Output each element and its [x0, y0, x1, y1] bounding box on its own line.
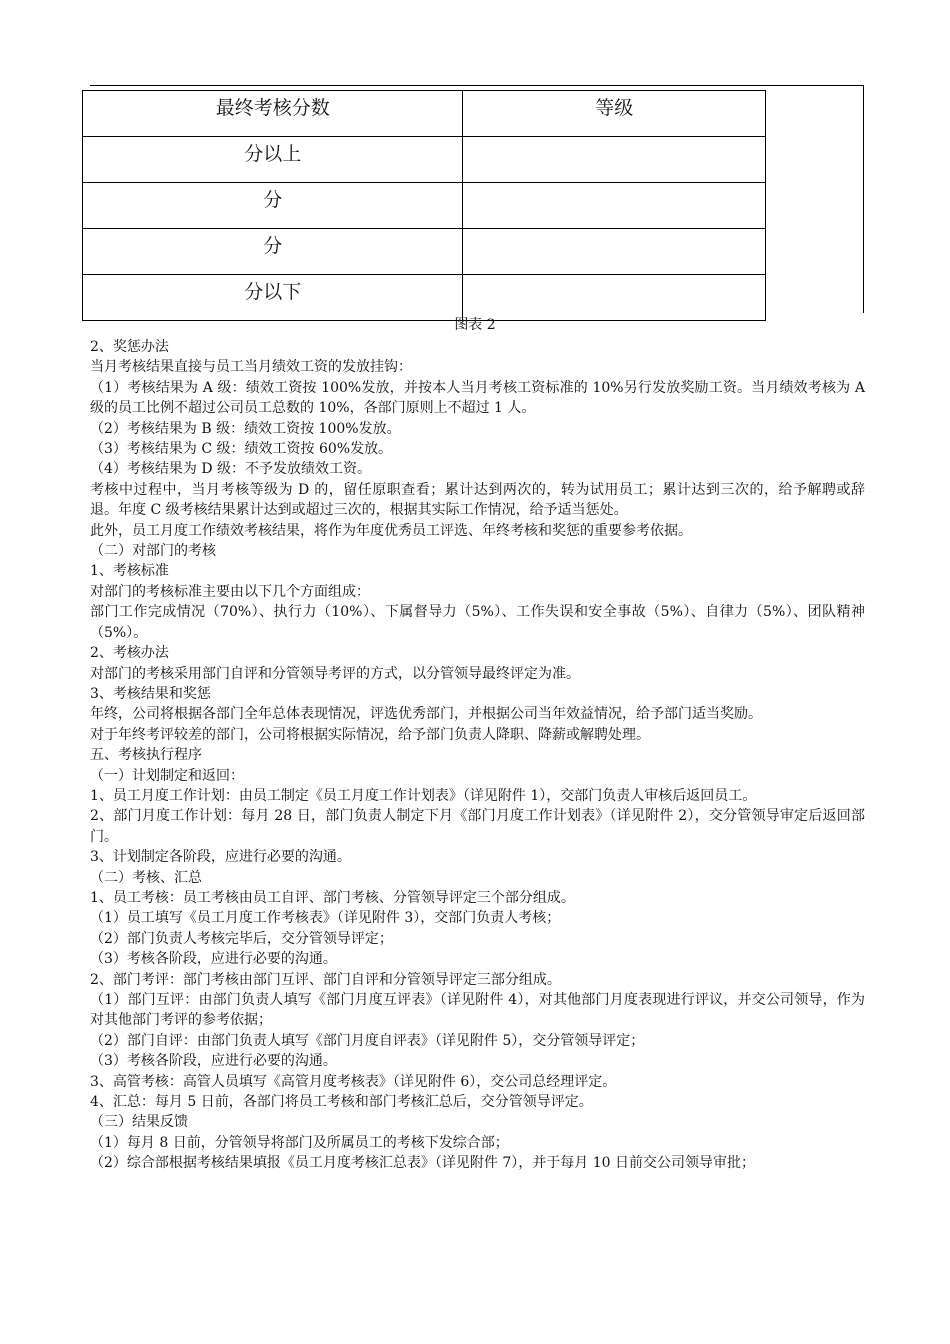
header-final-score: 最终考核分数: [83, 91, 463, 137]
paragraph: （1）每月 8 日前，分管领导将部门及所属员工的考核下发综合部；: [90, 1134, 509, 1151]
grade-cell: [463, 183, 766, 229]
paragraph: （2）考核结果为 B 级：绩效工资按 100%发放。: [90, 420, 401, 437]
paragraph: 对部门的考核标准主要由以下几个方面组成：: [90, 583, 370, 600]
paragraph: 1、员工考核：员工考核由员工自评、部门考核、分管领导评定三个部分组成。: [90, 889, 575, 906]
paragraph: 年终，公司将根据各部门全年总体表现情况，评选优秀部门，并根据公司当年效益情况，给予部门适当奖励。: [90, 706, 762, 723]
grade-table: [82, 90, 766, 321]
grade-cell: [463, 229, 766, 275]
paragraph: 1、员工月度工作计划：由员工制定《员工月度工作计划表》（详见附件 1），交部门负责人审核后返回员工。: [90, 787, 757, 804]
table-row: [83, 229, 766, 275]
paragraph: （3）考核各阶段，应进行必要的沟通。: [90, 951, 337, 968]
score-cell: 分以上: [83, 137, 463, 183]
table-row: [83, 137, 766, 183]
paragraph: 1、考核标准: [90, 563, 169, 580]
paragraph: 2、部门月度工作计划：每月 28 日，部门负责人制定下月《部门月度工作计划表》（详见附件 2），交分管领导审定后返回部门。: [90, 808, 865, 845]
paragraph: （2）综合部根据考核结果填报《员工月度考核汇总表》（详见附件 7），并于每月 10 日前交公司领导审批；: [90, 1155, 755, 1172]
paragraph: （三）结果反馈: [90, 1114, 188, 1131]
paragraph: （3）考核结果为 C 级：绩效工资按 60%发放。: [90, 441, 393, 458]
paragraph: （一）计划制定和返回：: [90, 767, 244, 784]
paragraph: （2）部门负责人考核完毕后，交分管领导评定；: [90, 930, 393, 947]
paragraph: 2、考核办法: [90, 645, 169, 662]
score-cell: 分以下: [83, 275, 463, 321]
table-caption: 图表 2: [454, 317, 496, 333]
paragraph: 此外，员工月度工作绩效考核结果，将作为年度优秀员工评选、年终考核和奖惩的重要参考依据。: [90, 522, 692, 539]
paragraph: （4）考核结果为 D 级：不予发放绩效工资。: [90, 461, 372, 478]
paragraph: （1）考核结果为 A 级：绩效工资按 100%发放，并按本人当月考核工资标准的 10%另行发放奖励工资。当月绩效考核为 A 级的员工比例不超过公司员工总数的 10%，各部门原则上不超过 1 人。: [90, 379, 865, 417]
paragraph: 当月考核结果直接与员工当月绩效工资的发放挂钩：: [90, 359, 412, 376]
document-body: [90, 337, 865, 1174]
paragraph: 部门工作完成情况（70%）、执行力（10%）、下属督导力（5%）、工作失误和安全事故（5%）、自律力（5%）、团队精神（5%）。: [90, 604, 865, 641]
paragraph: 4、汇总：每月 5 日前，各部门将员工考核和部门考核汇总后，交分管领导评定。: [90, 1094, 593, 1111]
table-row: [83, 183, 766, 229]
paragraph: （二）考核、汇总: [90, 869, 202, 886]
paragraph: 2、奖惩办法: [90, 339, 169, 355]
paragraph: （2）部门自评：由部门负责人填写《部门月度自评表》（详见附件 5），交分管领导评定；: [90, 1032, 645, 1049]
grade-cell: [463, 137, 766, 183]
paragraph: 五、考核执行程序: [90, 747, 202, 764]
paragraph: 对于年终考评较差的部门，公司将根据实际情况，给予部门负责人降职、降薪或解聘处理。: [90, 726, 650, 743]
table-header-row: [83, 91, 766, 137]
score-cell: 分: [83, 183, 463, 229]
paragraph: 考核中过程中，当月考核等级为 D 的，留任原职查看；累计达到两次的，转为试用员工；累计达到三次的，给予解聘或辞退。年度 C 级考核结果累计达到或超过三次的，根据其实际工作情况，给予适当惩处。: [90, 481, 865, 519]
header-grade: 等级: [463, 91, 766, 137]
paragraph: （1）员工填写《员工月度工作考核表》（详见附件 3），交部门负责人考核；: [90, 910, 561, 927]
paragraph: （1）部门互评：由部门负责人填写《部门月度互评表》（详见附件 4），对其他部门月度表现进行评议，并交公司领导，作为对其他部门考评的参考依据；: [90, 992, 865, 1029]
paragraph: （3）考核各阶段，应进行必要的沟通。: [90, 1053, 337, 1070]
paragraph: 3、考核结果和奖惩: [90, 685, 211, 702]
paragraph: 对部门的考核采用部门自评和分管领导考评的方式，以分管领导最终评定为准。: [90, 665, 580, 682]
score-cell: 分: [83, 229, 463, 275]
paragraph: 3、高管考核：高管人员填写《高管月度考核表》（详见附件 6），交公司总经理评定。: [90, 1073, 617, 1090]
table-top-rule: [90, 85, 864, 86]
paragraph: 2、部门考评：部门考核由部门互评、部门自评和分管领导评定三部分组成。: [90, 971, 561, 988]
paragraph: 3、计划制定各阶段，应进行必要的沟通。: [90, 849, 351, 866]
paragraph: （二）对部门的考核: [90, 543, 216, 560]
table-right-rule: [863, 85, 864, 313]
